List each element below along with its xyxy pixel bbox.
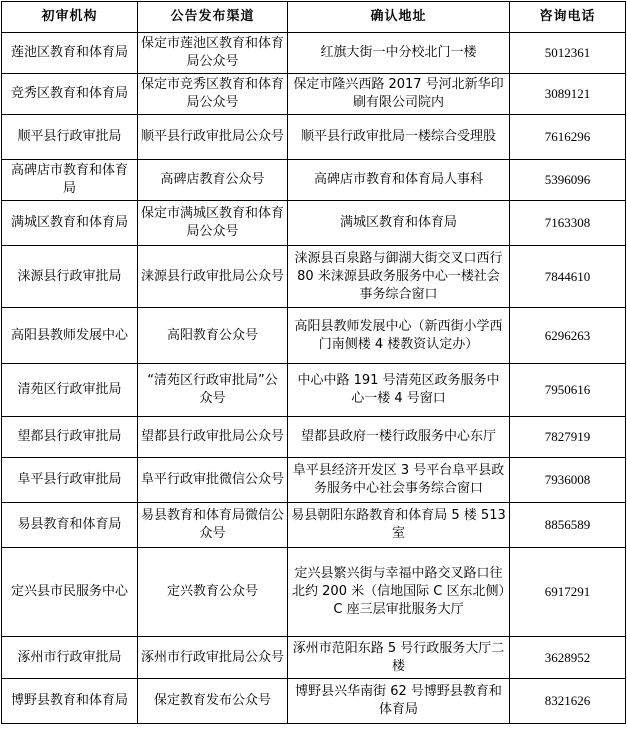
- address-cell: 高阳县教师发展中心（新西街小学西门南侧楼 4 楼教资认定办）: [288, 308, 510, 364]
- address-cell: 满城区教育和体育局: [288, 201, 510, 246]
- table-row: [2, 417, 626, 458]
- phone-cell: 7616296: [510, 115, 626, 160]
- address-cell: 保定市隆兴西路 2017 号河北新华印刷有限公司院内: [288, 74, 510, 115]
- header-phone: 咨询电话: [510, 2, 626, 33]
- channel-cell: 保定市莲池区教育和体育局公众号: [138, 33, 288, 74]
- org-cell: 顺平县行政审批局: [2, 115, 138, 160]
- address-cell: 易县朝阳东路教育和体育局 5 楼 513 室: [288, 503, 510, 548]
- org-cell: 涿州市行政审批局: [2, 637, 138, 679]
- org-cell: 阜平县行政审批局: [2, 458, 138, 503]
- channel-cell: 涿州市行政审批局公众号: [138, 637, 288, 679]
- address-cell: 定兴县繁兴街与幸福中路交叉路口往北约 200 米（信地国际 C 区东北侧）C 座三层审批服务大厅: [288, 548, 510, 637]
- phone-cell: 8856589: [510, 503, 626, 548]
- table-row: [2, 503, 626, 548]
- header-channel: 公告发布渠道: [138, 2, 288, 33]
- channel-cell: “清苑区行政审批局”公众号: [138, 364, 288, 417]
- phone-cell: 7950616: [510, 364, 626, 417]
- phone-cell: 5012361: [510, 33, 626, 74]
- table-row: [2, 74, 626, 115]
- org-cell: 竞秀区教育和体育局: [2, 74, 138, 115]
- org-cell: 望都县行政审批局: [2, 417, 138, 458]
- phone-cell: 7844610: [510, 246, 626, 308]
- header-org: 初审机构: [2, 2, 138, 33]
- phone-cell: 3628952: [510, 637, 626, 679]
- channel-cell: 涞源县行政审批局公众号: [138, 246, 288, 308]
- table-row: [2, 160, 626, 201]
- org-cell: 易县教育和体育局: [2, 503, 138, 548]
- org-cell: 高阳县教师发展中心: [2, 308, 138, 364]
- table-row: [2, 548, 626, 637]
- channel-cell: 保定教育发布公众号: [138, 679, 288, 724]
- channel-cell: 阜平行政审批微信公众号: [138, 458, 288, 503]
- phone-cell: 8321626: [510, 679, 626, 724]
- table-row: [2, 458, 626, 503]
- table-row: [2, 115, 626, 160]
- table-header-row: [2, 2, 626, 33]
- header-address: 确认地址: [288, 2, 510, 33]
- org-cell: 定兴县市民服务中心: [2, 548, 138, 637]
- address-cell: 红旗大街一中分校北门一楼: [288, 33, 510, 74]
- table-row: [2, 246, 626, 308]
- channel-cell: 保定市满城区教育和体育局公众号: [138, 201, 288, 246]
- phone-cell: 5396096: [510, 160, 626, 201]
- org-cell: 满城区教育和体育局: [2, 201, 138, 246]
- table-row: [2, 308, 626, 364]
- table-row: [2, 364, 626, 417]
- channel-cell: 高阳教育公众号: [138, 308, 288, 364]
- org-cell: 涞源县行政审批局: [2, 246, 138, 308]
- address-cell: 博野县兴华南街 62 号博野县教育和体育局: [288, 679, 510, 724]
- table-row: [2, 33, 626, 74]
- table-row: [2, 201, 626, 246]
- org-cell: 莲池区教育和体育局: [2, 33, 138, 74]
- address-cell: 高碑店市教育和体育局人事科: [288, 160, 510, 201]
- org-cell: 博野县教育和体育局: [2, 679, 138, 724]
- table-row: [2, 637, 626, 679]
- review-agencies-table: [1, 1, 626, 724]
- phone-cell: 6296263: [510, 308, 626, 364]
- phone-cell: 7163308: [510, 201, 626, 246]
- channel-cell: 易县教育和体育局微信公众号: [138, 503, 288, 548]
- address-cell: 望都县政府一楼行政服务中心东厅: [288, 417, 510, 458]
- phone-cell: 3089121: [510, 74, 626, 115]
- table-row: [2, 679, 626, 724]
- address-cell: 涞源县百泉路与御湖大街交叉口西行 80 米涞源县政务服务中心一楼社会事务综合窗口: [288, 246, 510, 308]
- org-cell: 高碑店市教育和体育局: [2, 160, 138, 201]
- address-cell: 阜平县经济开发区 3 号平台阜平县政务服务中心社会事务综合窗口: [288, 458, 510, 503]
- address-cell: 涿州市范阳东路 5 号行政服务大厅二楼: [288, 637, 510, 679]
- address-cell: 顺平县行政审批局一楼综合受理股: [288, 115, 510, 160]
- address-cell: 中心中路 191 号清苑区政务服务中心一楼 4 号窗口: [288, 364, 510, 417]
- org-cell: 清苑区行政审批局: [2, 364, 138, 417]
- channel-cell: 保定市竞秀区教育和体育局公众号: [138, 74, 288, 115]
- channel-cell: 顺平县行政审批局公众号: [138, 115, 288, 160]
- channel-cell: 高碑店教育公众号: [138, 160, 288, 201]
- phone-cell: 6917291: [510, 548, 626, 637]
- channel-cell: 望都县行政审批局公众号: [138, 417, 288, 458]
- channel-cell: 定兴教育公众号: [138, 548, 288, 637]
- phone-cell: 7827919: [510, 417, 626, 458]
- phone-cell: 7936008: [510, 458, 626, 503]
